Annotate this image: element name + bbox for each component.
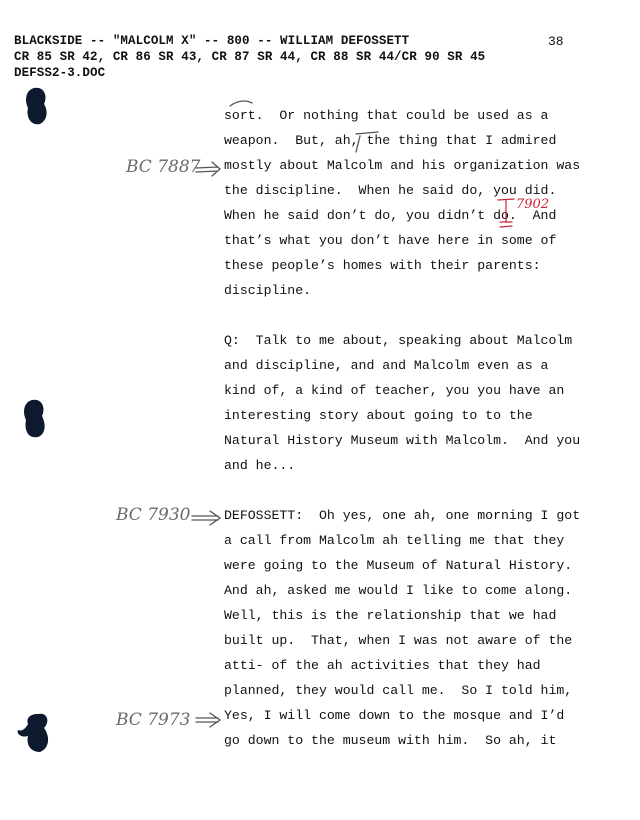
transcript-line: Q: Talk to me about, speaking about Malcolm <box>224 333 573 348</box>
document-header-reels: CR 85 SR 42, CR 86 SR 43, CR 87 SR 44, CR 88 SR 44/CR 90 SR 45 <box>14 50 486 64</box>
transcript-line: were going to the Museum of Natural History. <box>224 558 573 573</box>
transcript-line: atti- of the ah activities that they had <box>224 658 541 673</box>
transcript-line: that’s what you don’t have here in some of <box>224 233 557 248</box>
transcript-line: kind of, a kind of teacher, you you have an <box>224 383 565 398</box>
transcript-line: Well, this is the relationship that we had <box>224 608 557 623</box>
pencil-bracket-mark <box>356 132 378 152</box>
transcript-line: the discipline. When he said do, you did. <box>224 183 557 198</box>
transcript-line: interesting story about going to to the <box>224 408 533 423</box>
transcript-line: Natural History Museum with Malcolm. And you <box>224 433 581 448</box>
transcript-line: these people’s homes with their parents: <box>224 258 541 273</box>
transcript-line: and discipline, and and Malcolm even as a <box>224 358 549 373</box>
pencil-arrow-mark <box>196 713 220 727</box>
transcript-line: and he... <box>224 458 296 473</box>
transcript-line: DEFOSSETT: Oh yes, one ah, one morning I got <box>224 508 581 523</box>
handwritten-timecode-note: BC 7973 <box>116 710 191 730</box>
pencil-squiggle-mark <box>230 101 252 106</box>
transcript-line: mostly about Malcolm and his organization was <box>224 158 581 173</box>
handwritten-red-timecode-note: 7902 <box>516 197 550 212</box>
page-number: 38 <box>548 34 564 49</box>
transcript-line: discipline. <box>224 283 312 298</box>
handwritten-timecode-note: BC 7930 <box>116 505 191 525</box>
transcript-line: sort. Or nothing that could be used as a <box>224 108 549 123</box>
document-header-title: BLACKSIDE -- "MALCOLM X" -- 800 -- WILLIAM DEFOSSETT <box>14 34 410 48</box>
transcript-line: planned, they would call me. So I told him, <box>224 683 573 698</box>
handwritten-timecode-note: BC 7887 <box>126 157 201 177</box>
document-header-filename: DEFSS2-3.DOC <box>14 66 106 80</box>
transcript-line: When he said don’t do, you didn’t do. And <box>224 208 557 223</box>
transcript-line: go down to the museum with him. So ah, it <box>224 733 557 748</box>
red-pen-bracket-mark <box>498 199 514 227</box>
transcript-line: built up. That, when I was not aware of the <box>224 633 573 648</box>
transcript-line: And ah, asked me would I like to come along. <box>224 583 573 598</box>
transcript-line: a call from Malcolm ah telling me that they <box>224 533 565 548</box>
pencil-arrow-mark <box>196 162 220 176</box>
pencil-arrow-mark <box>192 511 220 525</box>
transcript-line: weapon. But, ah, the thing that I admired <box>224 133 557 148</box>
transcript-line: Yes, I will come down to the mosque and I’d <box>224 708 565 723</box>
